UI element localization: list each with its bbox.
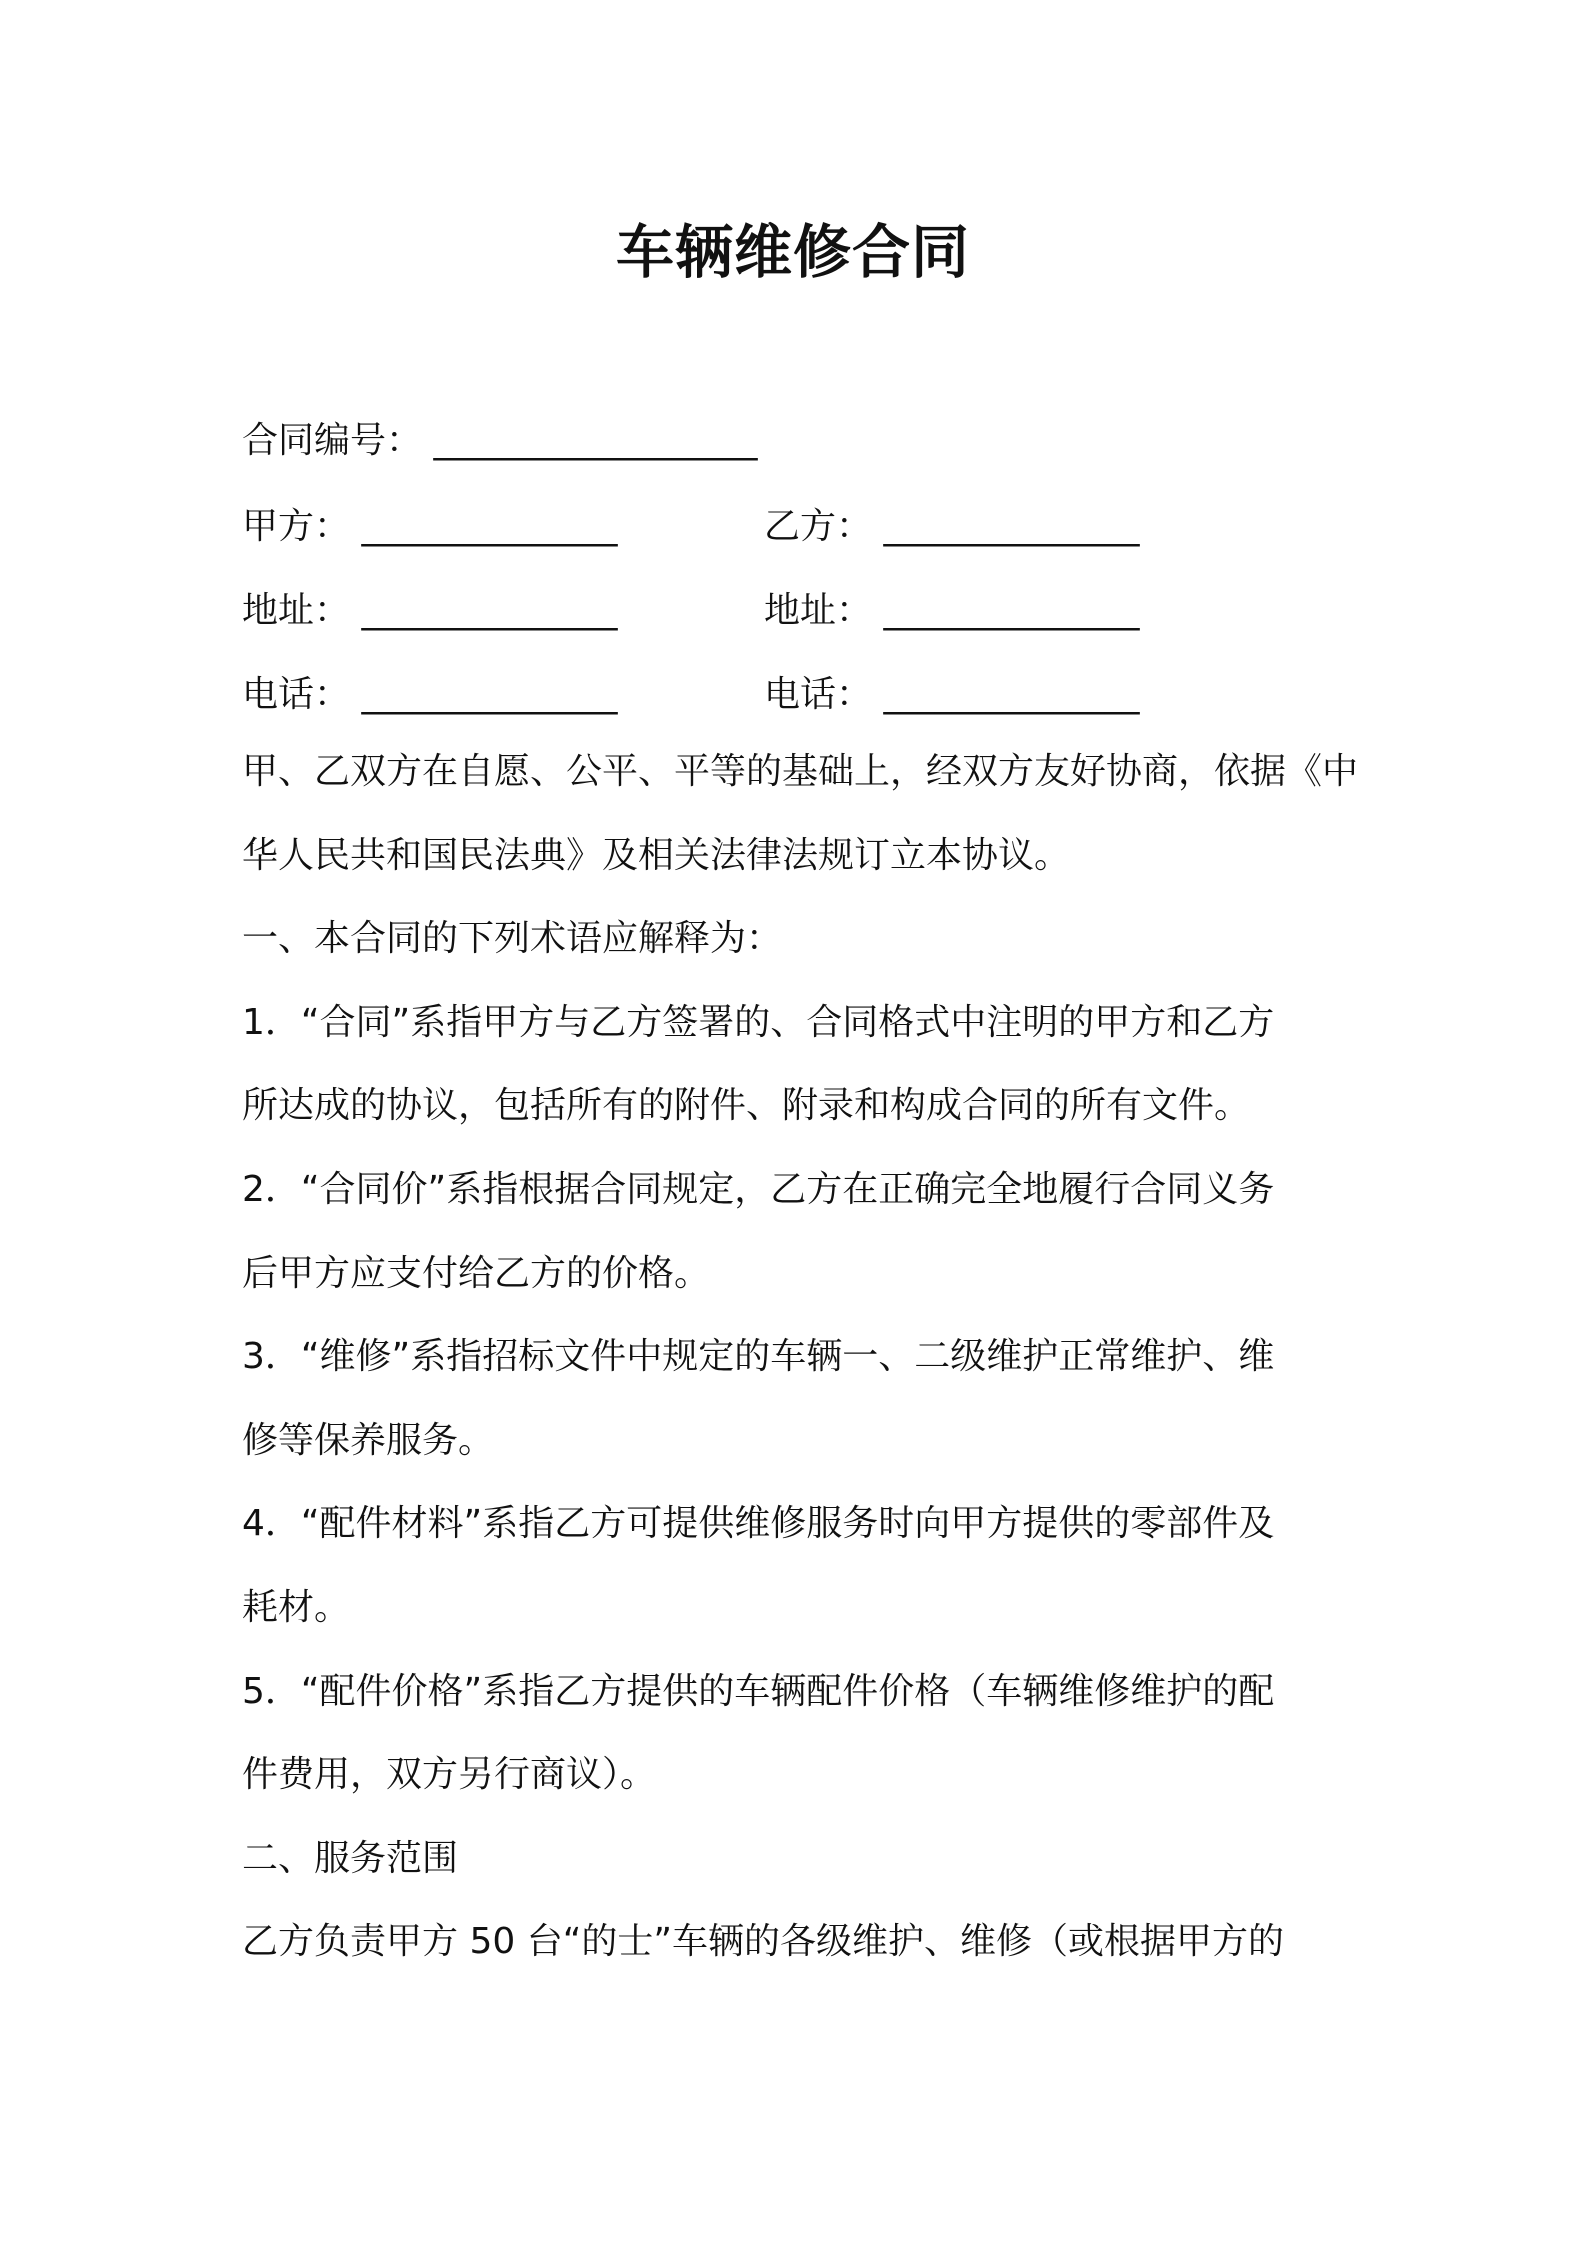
section-heading: 二、服务范围 (242, 1837, 459, 1879)
field-label: 地址： (764, 590, 873, 631)
address-b-field (764, 582, 1138, 633)
clause-line: 5．“配件价格”系指乙方提供的车辆配件价格（车辆维修维护的配 (242, 1670, 1275, 1712)
field-label: 电话： (764, 674, 873, 715)
clause-line: 所达成的协议，包括所有的附件、附录和构成合同的所有文件。 (242, 1085, 1251, 1127)
contract-body (242, 730, 1362, 1984)
address-a-field (242, 582, 616, 633)
clause-line: 耗材。 (242, 1586, 351, 1628)
phone-a-field (242, 666, 616, 717)
clause-line: 修等保养服务。 (242, 1419, 495, 1461)
field-label: 地址： (242, 590, 351, 631)
party-a-field (242, 498, 616, 549)
preamble-line: 华人民共和国民法典》及相关法律法规订立本协议。 (242, 834, 1071, 876)
clause-line: 2．“合同价”系指根据合同规定，乙方在正确完全地履行合同义务 (242, 1168, 1275, 1210)
field-blank: _______________ (361, 506, 617, 547)
field-label: 甲方： (242, 506, 351, 547)
phone-b-field (764, 666, 1138, 717)
clause-line: 后甲方应支付给乙方的价格。 (242, 1252, 711, 1294)
clause-line: 件费用，双方另行商议）。 (242, 1754, 657, 1796)
field-blank: _______________ (883, 674, 1139, 715)
field-label: 合同编号： (242, 420, 423, 461)
field-blank: _______________ (883, 506, 1139, 547)
clause-line: 4．“配件材料”系指乙方可提供维修服务时向甲方提供的零部件及 (242, 1503, 1275, 1545)
field-blank: ___________________ (433, 420, 757, 461)
field-blank: _______________ (361, 674, 617, 715)
section-heading: 一、本合同的下列术语应解释为： (242, 918, 783, 960)
preamble-line: 甲、乙双方在自愿、公平、平等的基础上，经双方友好协商，依据《中 (242, 751, 1359, 792)
field-label: 电话： (242, 674, 351, 715)
contract-number-field (242, 412, 756, 463)
document-title: 车辆维修合同 (615, 218, 970, 286)
field-blank: _______________ (883, 590, 1139, 631)
clause-line: 3．“维修”系指招标文件中规定的车辆一、二级维护正常维护、维 (242, 1336, 1275, 1378)
field-label: 乙方： (764, 506, 873, 547)
clause-line: 乙方负责甲方 50 台“的士”车辆的各级维护、维修（或根据甲方的 (242, 1921, 1284, 1963)
field-blank: _______________ (361, 590, 617, 631)
party-b-field (764, 498, 1138, 549)
clause-line: 1．“合同”系指甲方与乙方签署的、合同格式中注明的甲方和乙方 (242, 1001, 1275, 1043)
